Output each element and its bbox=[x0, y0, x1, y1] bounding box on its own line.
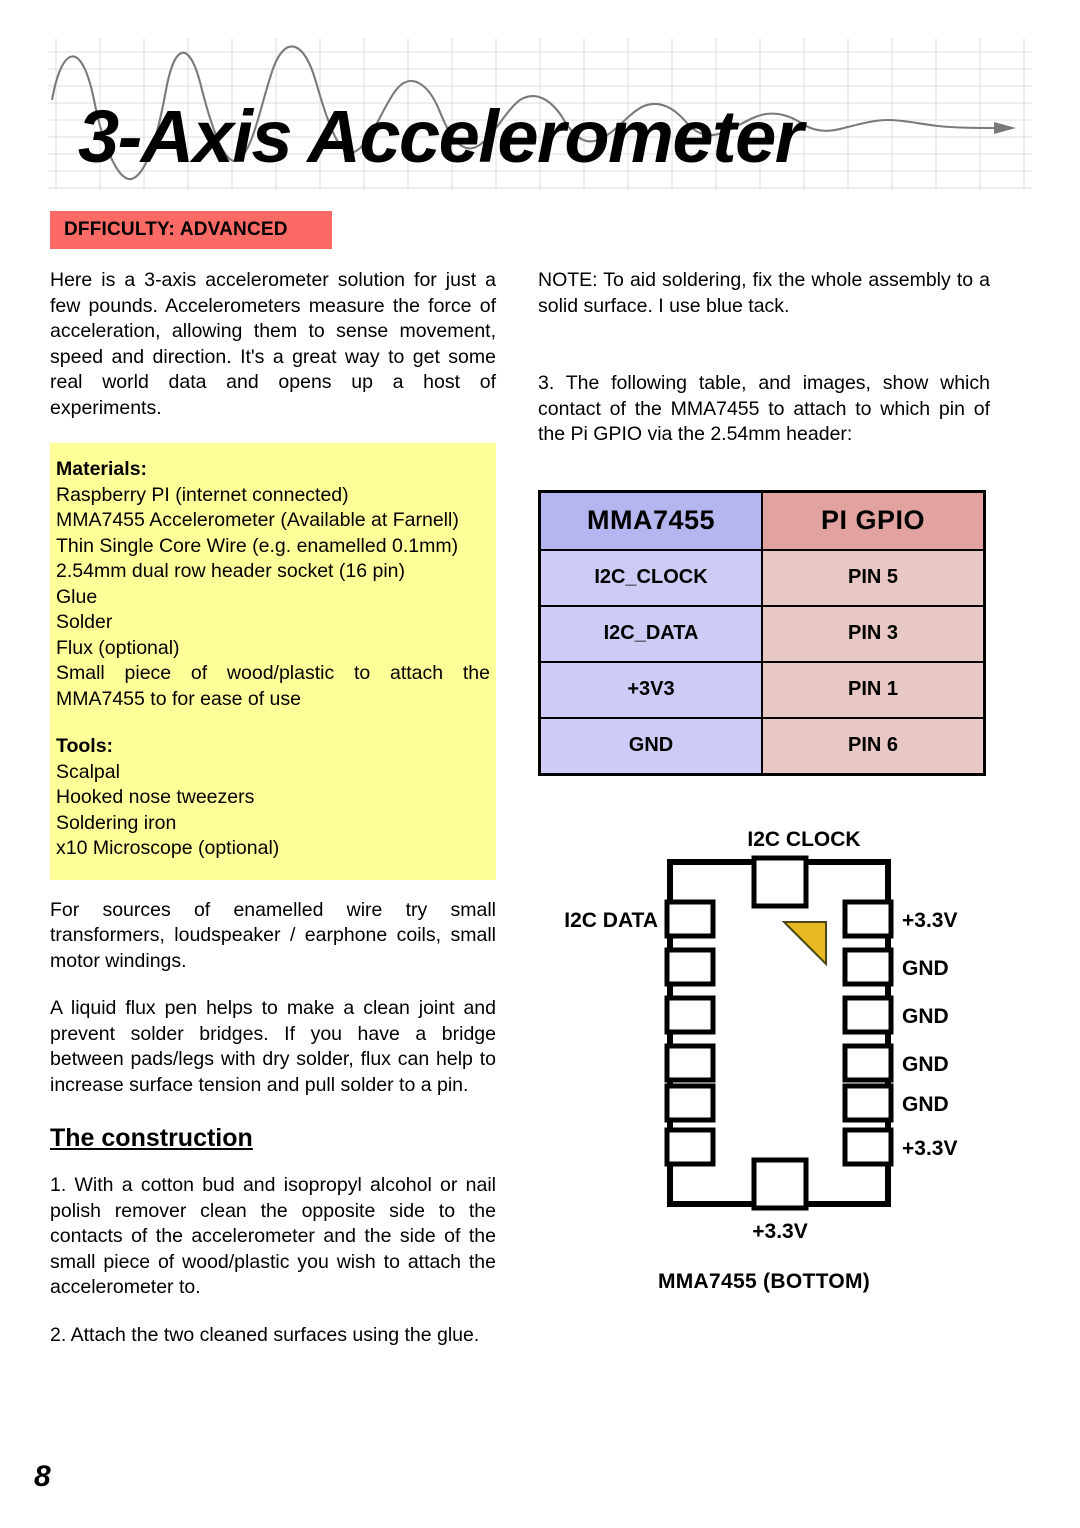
tools-item: x10 Microscope (optional) bbox=[56, 837, 280, 859]
table-row bbox=[540, 718, 985, 775]
pad-left-6 bbox=[667, 1130, 713, 1164]
pad-label-right-6: +3.3V bbox=[902, 1136, 958, 1160]
tools-item: Soldering iron bbox=[56, 811, 177, 834]
materials-spacer bbox=[52, 712, 494, 734]
pad-label-right-5: GND bbox=[902, 1092, 949, 1116]
tools-item: Scalpal bbox=[56, 760, 120, 783]
cell-gpio-pin: PIN 5 bbox=[762, 550, 985, 606]
chip-diagram-caption: MMA7455 (BOTTOM) bbox=[657, 1269, 871, 1293]
pin-table-head bbox=[540, 491, 985, 550]
pad-right-4 bbox=[845, 1046, 891, 1080]
construction-step-2: 2. Attach the two cleaned surfaces using the glue. bbox=[50, 1323, 480, 1346]
materials-item: Raspberry PI (internet connected) bbox=[56, 483, 349, 506]
materials-item: Glue bbox=[56, 585, 98, 608]
cell-mma-signal: I2C_CLOCK bbox=[540, 550, 763, 606]
cell-gpio-pin: PIN 6 bbox=[762, 718, 985, 775]
note-paragraph: NOTE: To aid soldering, fix the whole assembly to a solid surface. I use blue tack. bbox=[538, 269, 990, 317]
pad-left-3 bbox=[667, 998, 713, 1032]
pad-label-right-1: +3.3V bbox=[902, 908, 958, 932]
pad-right-3 bbox=[845, 998, 891, 1032]
cell-gpio-pin: PIN 3 bbox=[762, 606, 985, 662]
materials-heading: Materials: bbox=[56, 458, 148, 480]
chip-pinout-diagram bbox=[538, 824, 990, 1294]
pad-label-right-4: GND bbox=[902, 1052, 949, 1076]
pad-right-5 bbox=[845, 1086, 891, 1120]
mma7455-package-drawing bbox=[538, 824, 990, 1254]
materials-item: MMA7455 Accelerometer (Available at Farnell) bbox=[56, 509, 459, 531]
construction-step-3: 3. The following table, and images, show which contact of the MMA7455 to attach to which pin of the Pi GPIO via the 2.54mm header: bbox=[538, 372, 990, 445]
pad-label-bottom: +3.3V bbox=[752, 1219, 808, 1243]
flux-paragraph: A liquid flux pen helps to make a clean joint and prevent solder bridges. If you have a bridge between pads/legs with dry solder, flux can help to increase surface tension and pull solder to a pin. bbox=[50, 997, 496, 1096]
materials-item: Flux (optional) bbox=[56, 636, 180, 659]
table-header-row bbox=[540, 491, 985, 550]
construction-heading: The construction bbox=[50, 1124, 253, 1152]
intro-paragraph: Here is a 3-axis accelerometer solution for just a few pounds. Accelerometers measure the force of acceleration, allowing them to sense movement, speed and direction. It's a great way to get some real world data and opens up a host of experiments. bbox=[50, 269, 496, 419]
pin-table-body bbox=[540, 550, 985, 775]
pin-mapping-table bbox=[538, 490, 986, 776]
pad-label-right-2: GND bbox=[902, 956, 949, 980]
pad-left-4 bbox=[667, 1046, 713, 1080]
page-number: 8 bbox=[34, 1460, 51, 1493]
right-column-spacer bbox=[538, 341, 990, 371]
column-header-mma7455: MMA7455 bbox=[540, 491, 763, 550]
materials-box bbox=[50, 443, 496, 880]
table-row bbox=[540, 550, 985, 606]
column-header-pi-gpio: PI GPIO bbox=[762, 491, 985, 550]
table-row bbox=[540, 606, 985, 662]
construction-step-1: 1. With a cotton bud and isopropyl alcohol or nail polish remover clean the opposite side to the contacts of the accelerometer and the side of the small piece of wood/plastic you wish to attach the accelerometer to. bbox=[50, 1174, 496, 1298]
materials-item: Thin Single Core Wire (e.g. enamelled 0.1mm) bbox=[56, 534, 459, 557]
cell-mma-signal: +3V3 bbox=[540, 662, 763, 718]
difficulty-badge-label: DFFICULTY: ADVANCED bbox=[64, 219, 288, 240]
materials-item: Solder bbox=[56, 611, 113, 633]
tools-item: Hooked nose tweezers bbox=[56, 786, 255, 808]
wire-sources-paragraph: For sources of enamelled wire try small transformers, loudspeaker / earphone coils, small motor windings. bbox=[50, 898, 496, 972]
pad-left-1 bbox=[667, 902, 713, 936]
pad-label-top: I2C CLOCK bbox=[747, 827, 861, 851]
tools-heading: Tools: bbox=[56, 735, 114, 757]
cell-mma-signal: I2C_DATA bbox=[540, 606, 763, 662]
pad-bottom-3v3 bbox=[754, 1160, 806, 1208]
page-title: 3-Axis Accelerometer bbox=[78, 95, 803, 178]
difficulty-badge bbox=[50, 211, 332, 249]
pad-right-2 bbox=[845, 950, 891, 984]
pad-label-right-3: GND bbox=[902, 1004, 949, 1028]
left-column bbox=[50, 268, 496, 1348]
cell-mma-signal: GND bbox=[540, 718, 763, 775]
cell-gpio-pin: PIN 1 bbox=[762, 662, 985, 718]
pad-label-left-1: I2C DATA bbox=[564, 908, 658, 932]
materials-item: 2.54mm dual row header socket (16 pin) bbox=[56, 560, 406, 582]
table-row bbox=[540, 662, 985, 718]
pad-right-1 bbox=[845, 902, 891, 936]
right-column bbox=[538, 268, 990, 1294]
materials-item: Small piece of wood/plastic to attach the MMA7455 to for ease of use bbox=[56, 662, 490, 710]
pad-right-6 bbox=[845, 1130, 891, 1164]
pad-top-i2c-clock bbox=[754, 858, 806, 906]
pad-left-2 bbox=[667, 950, 713, 984]
pin-table-wrapper bbox=[538, 490, 990, 776]
masthead bbox=[48, 38, 1032, 190]
pad-left-5 bbox=[667, 1086, 713, 1120]
